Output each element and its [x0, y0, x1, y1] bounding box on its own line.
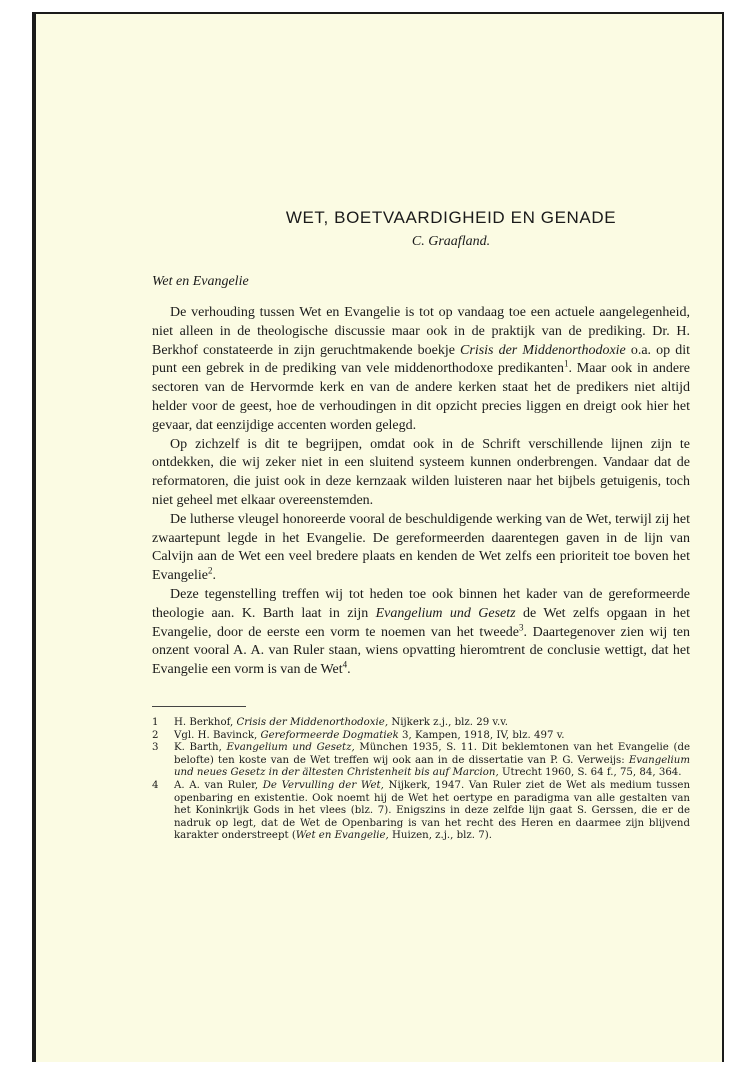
paragraph: De verhouding tussen Wet en Evangelie is tot op vandaag toe een actuele aangelegenheid, niet alleen in de theologische discussie maar ook in de praktijk van de prediking. Dr. H. Berkhof constateerde in zijn geruchtmakende boekje Crisis der Middenorthodoxie o.a. op dit punt een gebrek in de prediking van vele middenorthodoxe predikanten$^1$. Maar ook in andere sectoren van de Hervormde kerk en van de andere kerken staat het de predikers niet altijd helder voor de geest, hoe de verhoudingen in dit opzicht precies liggen en dreigt ook hier het gevaar, dat eenzijdige accenten worden gelegd.: [152, 305, 691, 433]
footnote-ref: 4: [342, 659, 348, 670]
footnote-ref: 3: [519, 621, 524, 632]
footnote-number: 4: [152, 779, 159, 791]
article-title: WET, BOETVAARDIGHEID EN GENADE: [285, 208, 617, 227]
footnote-ref: 2: [207, 565, 213, 576]
footnote: [152, 780, 690, 843]
footnote-text: K. Barth, Evangelium und Gesetz, München 1935, S. 11. Dit beklemtonen van het Evangelie (de belofte) ten koste van de Wet treffen wij ook aan in de dissertatie van P. G. Verweijs: Evangelium und neues Gesetz in der ältesten Christenheit bis auf Marcion, Utrecht 1960, S. 64 f., 75, 84, 364.: [174, 742, 691, 779]
paragraph: Deze tegenstelling treffen wij tot heden toe ook binnen het kader van de gereformeerde theologie aan. K. Barth laat in zijn Evangelium und Gesetz de Wet zelfs opgaan in het Evangelie, door de eerste een vorm te noemen van het tweede$^3$. Daartegenover zien wij ten onzent vooral A. A. van Ruler staan, wiens opvatting hieromtrent de conclusie wettigt, dat het Evangelie een vorm is van de Wet$^4$.: [152, 586, 690, 678]
footnote-number: 3: [152, 742, 159, 754]
footnote: [152, 717, 690, 730]
footnotes: [152, 717, 690, 843]
article-content: [152, 208, 690, 843]
footnote: [152, 730, 690, 743]
footnote-number: 2: [152, 729, 159, 741]
document-page: [32, 12, 724, 1062]
footnote-ref: 1: [563, 358, 569, 369]
article-body: [152, 304, 690, 680]
paragraph: Op zichzelf is dit te begrijpen, omdat ook in de Schrift verschillende lijnen zijn te ontdekken, die wij zeker niet in een sluitend systeem kunnen onderbrengen. Vandaar dat de reformatoren, die juist ook in deze kernzaak wilden luisteren naar het bijbels getuigenis, toch niet geheel met elkaar overeenstemden.: [152, 436, 690, 508]
article-author: C. Graafland.: [411, 234, 491, 249]
footnote-text: H. Berkhof, Crisis der Middenorthodoxie, Nijkerk z.j., blz. 29 v.v.: [174, 716, 509, 728]
paragraph: De lutherse vleugel honoreerde vooral de beschuldigende werking van de Wet, terwijl zij het zwaartepunt legde in het Evangelie. De gereformeerden daarentegen gaven in de lijn van Calvijn aan de Wet een veel bredere plaats en kenden de Wet zelfs een prioriteit toe boven het Evangelie$^2$.: [152, 511, 690, 584]
footnote-text: A. A. van Ruler, De Vervulling der Wet, Nijkerk, 1947. Van Ruler ziet de Wet als medium tussen openbaring en existentie. Ook noemt hij de Wet het oertype en paradigma van alle gestalten van het Koninkrijk Gods in het vlees (blz. 7). Enigszins in deze zelfde lijn gaat S. Gerssen, die er de nadruk op legt, dat de Wet de Openbaring is van het recht des Heren en daarmee zijn blijvend karakter onderstreept (Wet en Evangelie, Huizen, z.j., blz. 7).: [174, 779, 691, 842]
section-heading: Wet en Evangelie: [152, 274, 249, 289]
footnote-number: 1: [152, 716, 159, 728]
footnote: [152, 742, 690, 780]
footnote-divider: [152, 706, 246, 707]
footnote-text: Vgl. H. Bavinck, Gereformeerde Dogmatiek 3, Kampen, 1918, IV, blz. 497 v.: [174, 729, 565, 741]
